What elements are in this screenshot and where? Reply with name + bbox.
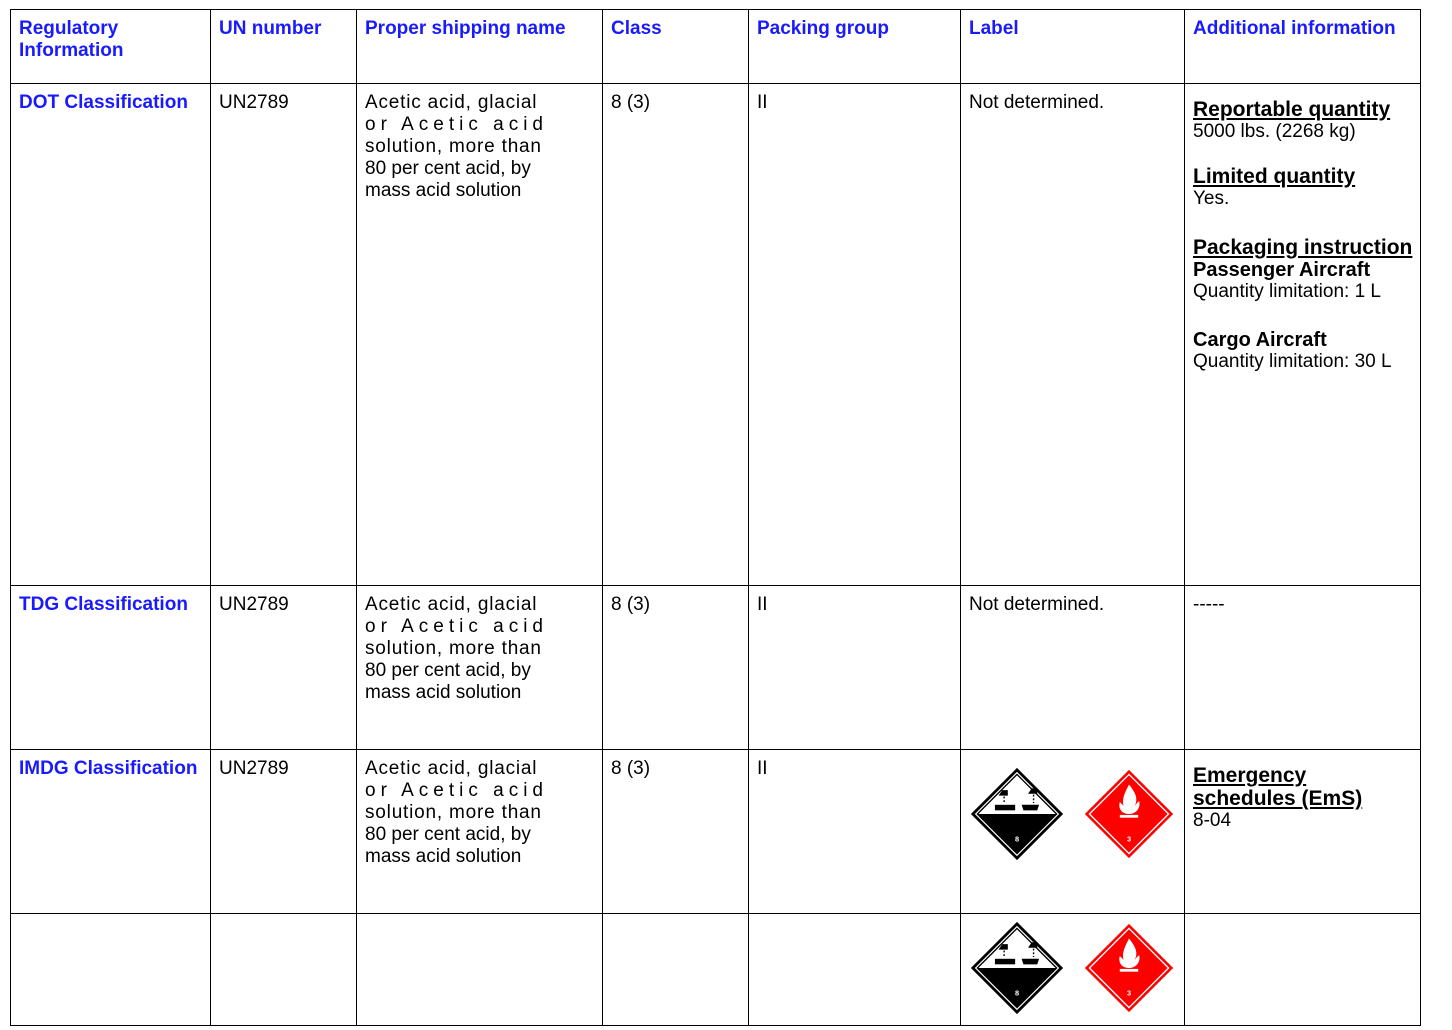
flammable-pictogram-icon bbox=[1083, 768, 1175, 860]
table-row-tdg bbox=[11, 586, 1421, 750]
flammable-class-number: 3 bbox=[1126, 834, 1132, 844]
label-cell bbox=[961, 750, 1185, 914]
shipping-name-line: mass acid solution bbox=[365, 846, 522, 867]
un-number-cell: UN2789 bbox=[211, 84, 357, 586]
packing-group-cell: II bbox=[749, 586, 961, 750]
reportable-quantity-title: Reportable quantity bbox=[1193, 98, 1391, 121]
header-regulatory-information: Regulatory Information bbox=[11, 10, 211, 84]
additional-info-cell bbox=[1185, 84, 1421, 586]
shipping-name-line: or Acetic acid bbox=[365, 616, 548, 637]
header-packing-group: Packing group bbox=[749, 10, 961, 84]
class-cell: 8 (3) bbox=[603, 750, 749, 914]
label-cell: Not determined. bbox=[961, 84, 1185, 586]
cargo-aircraft-title: Cargo Aircraft bbox=[1193, 329, 1327, 351]
header-class: Class bbox=[603, 10, 749, 84]
corrosive-class-number: 8 bbox=[1014, 834, 1020, 844]
shipping-name-cell bbox=[357, 750, 603, 914]
header-label: Label bbox=[961, 10, 1185, 84]
empty-cell bbox=[749, 914, 961, 1026]
label-cell bbox=[961, 914, 1185, 1026]
shipping-name-line: 80 per cent acid, by bbox=[365, 824, 531, 845]
reg-info-cell: TDG Classification bbox=[11, 586, 211, 750]
reg-info-cell: IMDG Classification bbox=[11, 750, 211, 914]
reportable-quantity-value: 5000 lbs. (2268 kg) bbox=[1193, 121, 1356, 142]
reg-info-cell: DOT Classification bbox=[11, 84, 211, 586]
additional-info-cell bbox=[1185, 750, 1421, 914]
empty-cell bbox=[357, 914, 603, 1026]
un-number-cell: UN2789 bbox=[211, 586, 357, 750]
packing-group-cell: II bbox=[749, 84, 961, 586]
header-row bbox=[11, 10, 1421, 84]
passenger-aircraft-title: Passenger Aircraft bbox=[1193, 259, 1371, 281]
empty-cell bbox=[1185, 914, 1421, 1026]
shipping-name-line: 80 per cent acid, by bbox=[365, 158, 531, 179]
header-un-number: UN number bbox=[211, 10, 357, 84]
empty-cell bbox=[603, 914, 749, 1026]
passenger-aircraft-value: Quantity limitation: 1 L bbox=[1193, 281, 1381, 302]
shipping-name-line: solution, more than bbox=[365, 136, 542, 157]
pictogram-group bbox=[961, 914, 1180, 1014]
shipping-name-cell bbox=[357, 586, 603, 750]
flammable-class-number: 3 bbox=[1126, 988, 1132, 998]
corrosive-pictogram-icon bbox=[971, 922, 1063, 1014]
shipping-name-line: Acetic acid, glacial bbox=[365, 594, 538, 615]
table-row-imdg bbox=[11, 750, 1421, 914]
un-number-cell: UN2789 bbox=[211, 750, 357, 914]
shipping-name-line: or Acetic acid bbox=[365, 780, 548, 801]
header-proper-shipping-name: Proper shipping name bbox=[357, 10, 603, 84]
empty-cell bbox=[11, 914, 211, 1026]
corrosive-pictogram-icon bbox=[971, 768, 1063, 860]
emergency-schedules-value: 8-04 bbox=[1193, 810, 1232, 831]
additional-info-cell: ----- bbox=[1185, 586, 1421, 750]
cargo-aircraft-value: Quantity limitation: 30 L bbox=[1193, 351, 1392, 372]
table-row-dot bbox=[11, 84, 1421, 586]
empty-cell bbox=[211, 914, 357, 1026]
shipping-name-line: mass acid solution bbox=[365, 180, 522, 201]
corrosive-class-number: 8 bbox=[1014, 988, 1020, 998]
class-cell: 8 (3) bbox=[603, 84, 749, 586]
emergency-schedules-title: Emergency schedules (EmS) bbox=[1193, 764, 1363, 810]
regulatory-table bbox=[10, 9, 1421, 1026]
header-additional-information: Additional information bbox=[1185, 10, 1421, 84]
shipping-name-line: or Acetic acid bbox=[365, 114, 548, 135]
flammable-pictogram-icon bbox=[1083, 922, 1175, 1014]
pictogram-group bbox=[961, 760, 1180, 860]
shipping-name-line: solution, more than bbox=[365, 802, 542, 823]
shipping-name-line: mass acid solution bbox=[365, 682, 522, 703]
packaging-instruction-title: Packaging instruction bbox=[1193, 236, 1413, 259]
limited-quantity-title: Limited quantity bbox=[1193, 165, 1356, 188]
shipping-name-line: Acetic acid, glacial bbox=[365, 758, 538, 779]
limited-quantity-value: Yes. bbox=[1193, 188, 1230, 209]
shipping-name-line: 80 per cent acid, by bbox=[365, 660, 531, 681]
packing-group-cell: II bbox=[749, 750, 961, 914]
label-cell: Not determined. bbox=[961, 586, 1185, 750]
shipping-name-cell bbox=[357, 84, 603, 586]
shipping-name-line: solution, more than bbox=[365, 638, 542, 659]
class-cell: 8 (3) bbox=[603, 586, 749, 750]
shipping-name-line: Acetic acid, glacial bbox=[365, 92, 538, 113]
table-row-extra bbox=[11, 914, 1421, 1026]
